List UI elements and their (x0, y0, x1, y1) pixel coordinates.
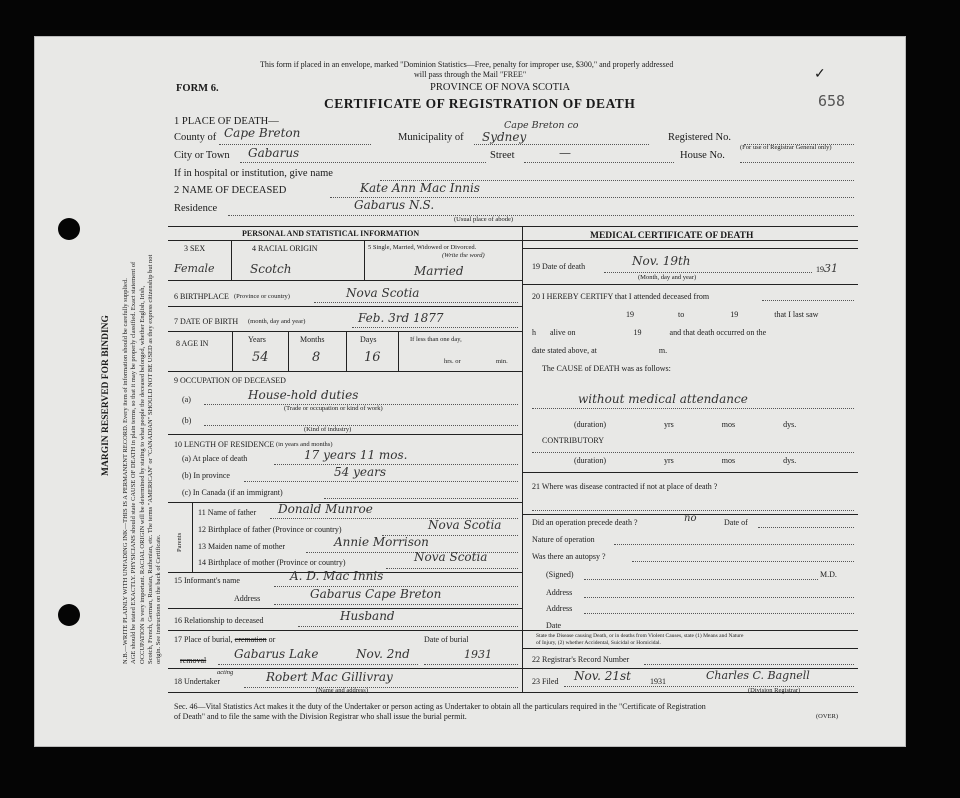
stamp-number: 658 (818, 92, 846, 110)
years-value: 54 (252, 350, 269, 365)
death-certificate-page (34, 36, 906, 747)
house-no-label: House No. (680, 150, 725, 161)
sex-value: Female (174, 262, 215, 275)
dob-label: 7 DATE OF BIRTH (174, 317, 239, 326)
in-province-label: (b) In province (182, 471, 230, 480)
certify-line1: 20 I HEREBY CERTIFY that I attended deceased from (532, 292, 710, 301)
signed-label: (Signed) (546, 570, 574, 579)
personal-section-title: PERSONAL AND STATISTICAL INFORMATION (242, 229, 420, 238)
name-of-deceased-label: 2 NAME OF DECEASED (174, 185, 287, 196)
city-value: Gabarus (248, 146, 300, 160)
months-value: 8 (312, 350, 321, 365)
residence-length-label: 10 LENGTH OF RESIDENCE (174, 440, 275, 449)
sex-label: 3 SEX (184, 244, 206, 253)
autopsy-question: Was there an autopsy ? (532, 552, 606, 561)
date-of-death-note: (Month, day and year) (638, 274, 697, 281)
burial-place-label: 17 Place of burial, cremation or (174, 635, 276, 644)
operation-date-label: Date of (724, 518, 748, 527)
burial-place-value: Gabarus Lake (234, 647, 319, 661)
place-of-death-heading: 1 PLACE OF DEATH— (174, 116, 279, 127)
street-value: — (559, 146, 571, 160)
filed-year: 1931 (650, 677, 666, 686)
physician-address-label: Address (546, 588, 573, 597)
residence-note: (Usual place of abode) (454, 216, 514, 223)
marital-value: Married (414, 264, 464, 278)
county-label: County of (174, 132, 217, 143)
vital-statistics-footer: Sec. 46—Vital Statistics Act makes it the duty of the Undertaker or person acting as Undertaker to obtain all the particulars required in the "Certificate of Registration of Death" and to file the same with the Division Registrar who shall issue the burial permit. (174, 702, 706, 721)
physician-address2-label: Address (546, 604, 573, 613)
filed-label: 23 Filed (532, 677, 559, 686)
occupation-value: House-hold duties (248, 388, 359, 402)
undertaker-label: 18 Undertaker (174, 677, 220, 686)
contributory-label: CONTRIBUTORY (542, 436, 605, 445)
date-of-death-year-value: 31 (824, 262, 838, 275)
certify-line4: date stated above, at m. (532, 346, 668, 355)
municipality-note: Cape Breton co (504, 120, 579, 131)
burial-date-value: Nov. 2nd (356, 647, 410, 661)
burial-year: 1931 (464, 648, 492, 661)
age-label: 8 AGE IN (176, 339, 209, 348)
industry-note: (Kind of industry) (304, 426, 352, 433)
residence-label: Residence (174, 203, 218, 214)
informant-address-label: Address (234, 594, 261, 603)
mail-notice-line2: will pass through the Mail "FREE" (414, 70, 527, 79)
city-label: City or Town (174, 150, 230, 161)
residence-length-note: (in years and months) (276, 441, 333, 448)
mother-name-label: 13 Maiden name of mother (198, 542, 286, 551)
at-place-label: (a) At place of death (182, 454, 248, 463)
registered-no-label: Registered No. (668, 132, 731, 143)
municipality-label: Municipality of (398, 132, 464, 143)
certify-line2: 19 to 19 that I last saw (626, 310, 819, 319)
marital-note: (Write the word) (442, 252, 485, 259)
father-birthplace-label: 12 Birthplace of father (Province or country) (198, 525, 342, 534)
hospital-label: If in hospital or institution, give name (174, 168, 333, 179)
division-registrar-note: (Division Registrar) (748, 687, 801, 694)
filed-date-value: Nov. 21st (574, 669, 631, 683)
name-of-deceased-value: Kate Ann Mac Innis (360, 181, 480, 195)
undertaker-acting-note: acting (217, 669, 234, 676)
mother-birthplace-value: Nova Scotia (414, 550, 488, 564)
days-label: Days (360, 335, 377, 344)
marital-label: 5 Single, Married, Widowed or Divorced. (368, 244, 477, 251)
father-name-value: Donald Munroe (278, 502, 373, 516)
certificate-title: CERTIFICATE OF REGISTRATION OF DEATH (324, 96, 636, 111)
municipality-value: Sydney (482, 130, 527, 144)
occupation-note: (Trade or occupation or kind of work) (284, 405, 383, 412)
mother-birthplace-label: 14 Birthplace of mother (Province or country) (198, 558, 346, 567)
operation-value: no (684, 513, 697, 524)
punch-hole-top (58, 218, 80, 240)
removal-struck: removal (180, 656, 207, 665)
checkmark-icon: ✓ (814, 67, 826, 82)
duration-line-2: (duration) yrs mos dys. (574, 456, 797, 465)
relationship-value: Husband (340, 609, 395, 623)
occ-b-label: (b) (182, 416, 192, 425)
date-of-death-value: Nov. 19th (632, 254, 691, 268)
duration-line-1: (duration) yrs mos dys. (574, 420, 797, 429)
birthplace-label: 6 BIRTHPLACE (174, 292, 229, 301)
relationship-label: 16 Relationship to deceased (174, 616, 264, 625)
registrar-signature: Charles C. Bagnell (706, 669, 810, 682)
min-label: min. (496, 358, 508, 365)
cause-instruction-note: State the Disease causing Death, or in deaths from Violent Causes, state (1) Means and Nature of Injury, (2) whether Accidental, Suicidal or Homicidal. (536, 633, 744, 646)
in-province-value: 54 years (334, 465, 387, 479)
parents-label: Parents (176, 532, 183, 552)
mother-name-value: Annie Morrison (334, 535, 429, 549)
undertaker-value: Robert Mac Gillivray (266, 670, 393, 684)
father-birthplace-value: Nova Scotia (428, 518, 502, 532)
informant-label: 15 Informant's name (174, 576, 240, 585)
registrar-record-label: 22 Registrar's Record Number (532, 655, 630, 664)
informant-value: A. D. Mac Innis (290, 569, 384, 583)
less-than-day-label: If less than one day, (410, 336, 462, 343)
date-of-death-label: 19 Date of death (532, 262, 586, 271)
father-name-label: 11 Name of father (198, 508, 257, 517)
form-number: FORM 6. (176, 83, 219, 94)
racial-origin-label: 4 RACIAL ORIGIN (252, 244, 318, 253)
mail-notice-line1: This form if placed in an envelope, marked "Dominion Statistics—Free, penalty for improper use, $300," and properly addressed (260, 60, 674, 69)
racial-origin-value: Scotch (250, 262, 292, 276)
informant-address-value: Gabarus Cape Breton (310, 587, 442, 601)
occupation-label: 9 OCCUPATION OF DECEASED (174, 376, 286, 385)
occ-a-label: (a) (182, 395, 191, 404)
operation-nature-label: Nature of operation (532, 535, 595, 544)
hrs-label: hrs. or (444, 358, 461, 365)
days-value: 16 (364, 350, 381, 365)
dob-value: Feb. 3rd 1877 (358, 311, 444, 325)
dob-note: (month, day and year) (248, 318, 306, 325)
birthplace-note: (Province or country) (234, 293, 290, 300)
cause-of-death-value: without medical attendance (578, 392, 748, 406)
cause-of-death-label: The CAUSE of DEATH was as follows: (542, 364, 671, 373)
province-heading: PROVINCE OF NOVA SCOTIA (430, 82, 571, 93)
disease-contracted-question: 21 Where was disease contracted if not at place of death ? (532, 482, 718, 491)
residence-value: Gabarus N.S. (354, 198, 435, 212)
medical-certificate-title: MEDICAL CERTIFICATE OF DEATH (590, 231, 754, 241)
at-place-value: 17 years 11 mos. (304, 448, 408, 462)
in-canada-label: (c) In Canada (if an immigrant) (182, 488, 283, 497)
punch-hole-bottom (58, 604, 80, 626)
certify-line3: h alive on 19 and that death occurred on the (532, 328, 767, 337)
undertaker-note: (Name and address) (316, 687, 368, 694)
months-label: Months (300, 335, 325, 344)
birthplace-value: Nova Scotia (346, 286, 420, 300)
street-label: Street (490, 150, 515, 161)
operation-question: Did an operation precede death ? (532, 518, 638, 527)
date-of-death-year: 1931 (816, 262, 838, 275)
county-value: Cape Breton (224, 126, 301, 140)
physician-date-label: Date (546, 621, 562, 630)
margin-reserved-label: MARGIN RESERVED FOR BINDING (101, 315, 111, 476)
registrar-general-note: (For use of Registrar General only) (740, 144, 832, 151)
years-label: Years (248, 335, 266, 344)
over-label: (OVER) (816, 713, 839, 720)
date-of-burial-label: Date of burial (424, 635, 469, 644)
margin-instructions: N.B.—WRITE PLAINLY WITH UNFADING INK—THIS IS A PERMANENT RECORD. Every item of information should be carefully supplied. AGE should be stated EXACTLY. PHYSICIANS should state CAUSE OF DEATH in plain terms, so that it may be properly classified. Exact statement of OCCUPATION is very important. RACIAL ORIGIN will be determined by stating to what people the deceased belonged, whether English, Irish, Scotch, French, German, Russian, Ruthenian, etc. The terms "AMERICAN" or "CANADIAN" SHOULD NOT BE USED as they express citizenship but not origin. See instructions on the back of Certificate. (122, 254, 163, 664)
cremation-struck: cremation (234, 635, 267, 644)
md-label: M.D. (820, 570, 837, 579)
